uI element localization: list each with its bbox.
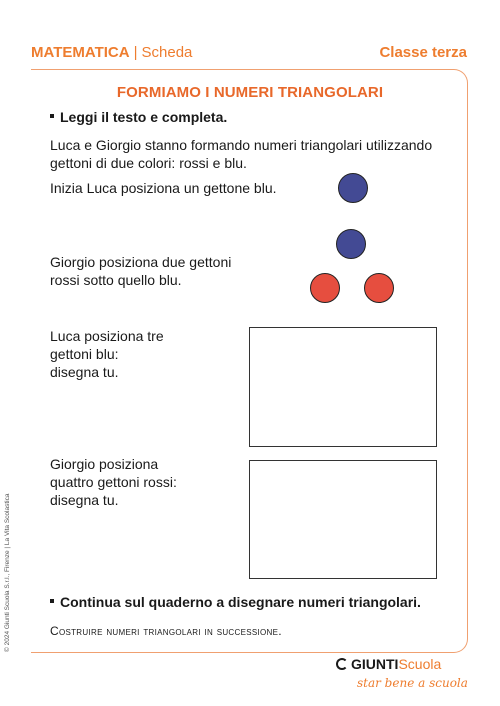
giunti-logo-icon <box>336 658 348 670</box>
step2-text <box>50 253 231 289</box>
blue-token-icon <box>338 173 368 203</box>
logo-tagline: star bene a scuola <box>357 676 468 690</box>
bullet-icon <box>50 114 54 118</box>
step4-line2: quattro gettoni rossi: <box>50 474 177 490</box>
step1-text: Inizia Luca posiziona un gettone blu. <box>50 180 277 196</box>
publisher-logo <box>336 656 441 672</box>
sheet-type-label: Scheda <box>141 44 193 61</box>
step2-line2: rossi sotto quello blu. <box>50 272 182 288</box>
blue-token-icon <box>336 229 366 259</box>
step3-line2: gettoni blu: <box>50 346 119 362</box>
grade-label: Classe terza <box>379 44 467 61</box>
instruction-text: Leggi il testo e completa. <box>60 109 228 125</box>
continue-text: Continua sul quaderno a disegnare numeri triangolari. <box>60 594 421 610</box>
step3-line1: Luca posiziona tre <box>50 328 164 344</box>
red-token-icon <box>364 273 394 303</box>
step3-line3: disegna tu. <box>50 364 119 380</box>
instruction <box>50 109 227 125</box>
drawing-box-step4[interactable] <box>249 460 437 579</box>
step4-line3: disegna tu. <box>50 492 119 508</box>
footnote: Costruire numeri triangolari in successione. <box>50 624 282 638</box>
intro-paragraph: Luca e Giorgio stanno formando numeri triangolari utilizzando gettoni di due colori: rossi e blu. <box>50 137 433 171</box>
logo-brand-suffix: Scuola <box>398 656 442 672</box>
drawing-box-step3[interactable] <box>249 327 437 447</box>
continue-instruction <box>50 594 421 610</box>
header-left <box>31 44 192 61</box>
logo-brand: GIUNTI <box>351 656 399 672</box>
step4-line1: Giorgio posiziona <box>50 456 159 472</box>
copyright-text: © 2024 Giunti Scuola S.r.l., Firenze | La Vita Scolastica <box>4 493 11 652</box>
page-title: FORMIAMO I NUMERI TRIANGOLARI <box>116 84 384 101</box>
red-token-icon <box>310 273 340 303</box>
step4-text <box>50 455 177 509</box>
step2-line1: Giorgio posiziona due gettoni <box>50 254 232 270</box>
subject-label: MATEMATICA <box>31 44 130 61</box>
header-separator: | <box>133 44 138 61</box>
bullet-icon <box>50 599 54 603</box>
step3-text <box>50 327 164 381</box>
